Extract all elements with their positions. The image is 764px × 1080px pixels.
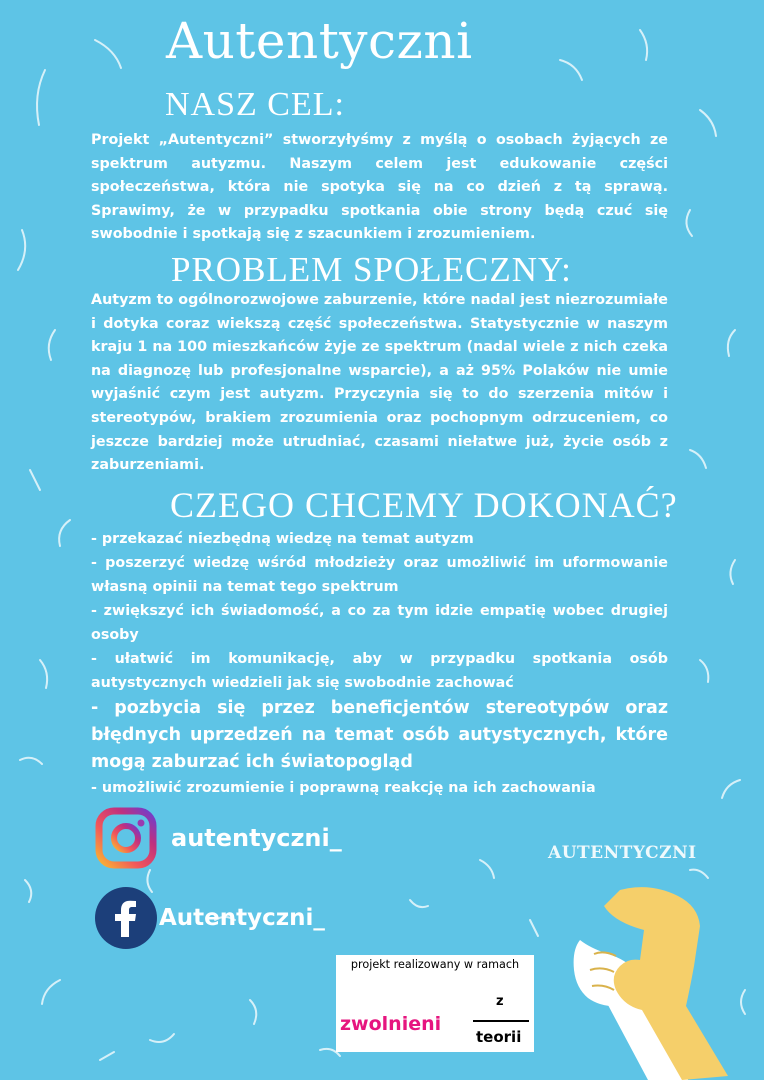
list-item: - pozbycia się przez beneficjentów stereotypów oraz błędnych uprzedzeń na temat osób autystycznych, które mogą zaburzać ich światopogląd bbox=[91, 698, 668, 772]
facebook-handle: Autentyczni_ bbox=[159, 905, 325, 931]
partner-caption: projekt realizowany w ramach bbox=[350, 958, 520, 971]
list-item: - umożliwić zrozumienie i poprawną reakcję na ich zachowania bbox=[91, 780, 596, 796]
section-heading-goal: NASZ CEL: bbox=[165, 86, 345, 123]
handshake-illustration bbox=[560, 880, 740, 1080]
instagram-link[interactable] bbox=[95, 807, 342, 869]
poster-title: Autentyczni bbox=[166, 12, 473, 70]
section-heading-problem: PROBLEM SPOŁECZNY: bbox=[171, 250, 572, 289]
facebook-icon bbox=[95, 887, 157, 949]
list-item: - poszerzyć wiedzę wśród młodzieży oraz umożliwić im uformowanie własną opinii na temat tego spektrum bbox=[91, 555, 668, 595]
section-text-problem: Autyzm to ogólnorozwojowe zaburzenie, które nadal jest niezrozumiałe i dotyka coraz wiekszą część społeczeństwa. Statystycznie w naszym kraju 1 na 100 mieszkańców żyje ze spektrum (nadal wiele z nich czeka na diagnozę lub profesjonalne wsparcie), a aż 95% Polaków nie umie wyjaśnić czym jest autyzm. Przyczynia się to do szerzenia mitów i stereotypów, brakiem zrozumienia oraz pochopnym odrzuceniem, co jeszcze bardziej może utrudniać, czasami niełatwe już, życie osób z zaburzeniami. bbox=[91, 292, 668, 474]
partner-z: z bbox=[496, 994, 504, 1009]
list-item: - ułatwić im komunikację, aby w przypadku spotkania osób autystycznych wiedzieli jak się swobodnie zachować bbox=[91, 651, 668, 691]
partner-teorii: teorii bbox=[476, 1028, 522, 1046]
section-text-goal: Projekt „Autentyczni” stworzyłyśmy z myślą o osobach żyjących ze spektrum autyzmu. Naszym celem jest edukowanie części społeczeństwa, która nie spotyka się na co dzień z tą sprawą. Sprawimy, że w przypadku spotkania obie strony będą czuć się swobodnie i spotkają się z szacunkiem i zrozumieniem. bbox=[91, 132, 668, 243]
list-item: - przekazać niezbędną wiedzę na temat autyzm bbox=[91, 531, 474, 547]
instagram-icon bbox=[95, 807, 157, 869]
partner-logo-zwolnieni-z-teorii bbox=[336, 955, 534, 1052]
partner-name: zwolnieni bbox=[340, 1013, 442, 1035]
partner-divider bbox=[473, 1020, 529, 1022]
list-item: - zwiększyć ich świadomość, a co za tym idzie empatię wobec drugiej osoby bbox=[91, 603, 668, 643]
aims-list bbox=[91, 527, 668, 800]
autentyczni-logo-text: AUTENTYCZNI bbox=[548, 843, 697, 863]
section-heading-aims: CZEGO CHCEMY DOKONAĆ? bbox=[170, 485, 678, 525]
instagram-handle: autentyczni_ bbox=[171, 824, 342, 852]
facebook-link[interactable] bbox=[95, 887, 325, 949]
